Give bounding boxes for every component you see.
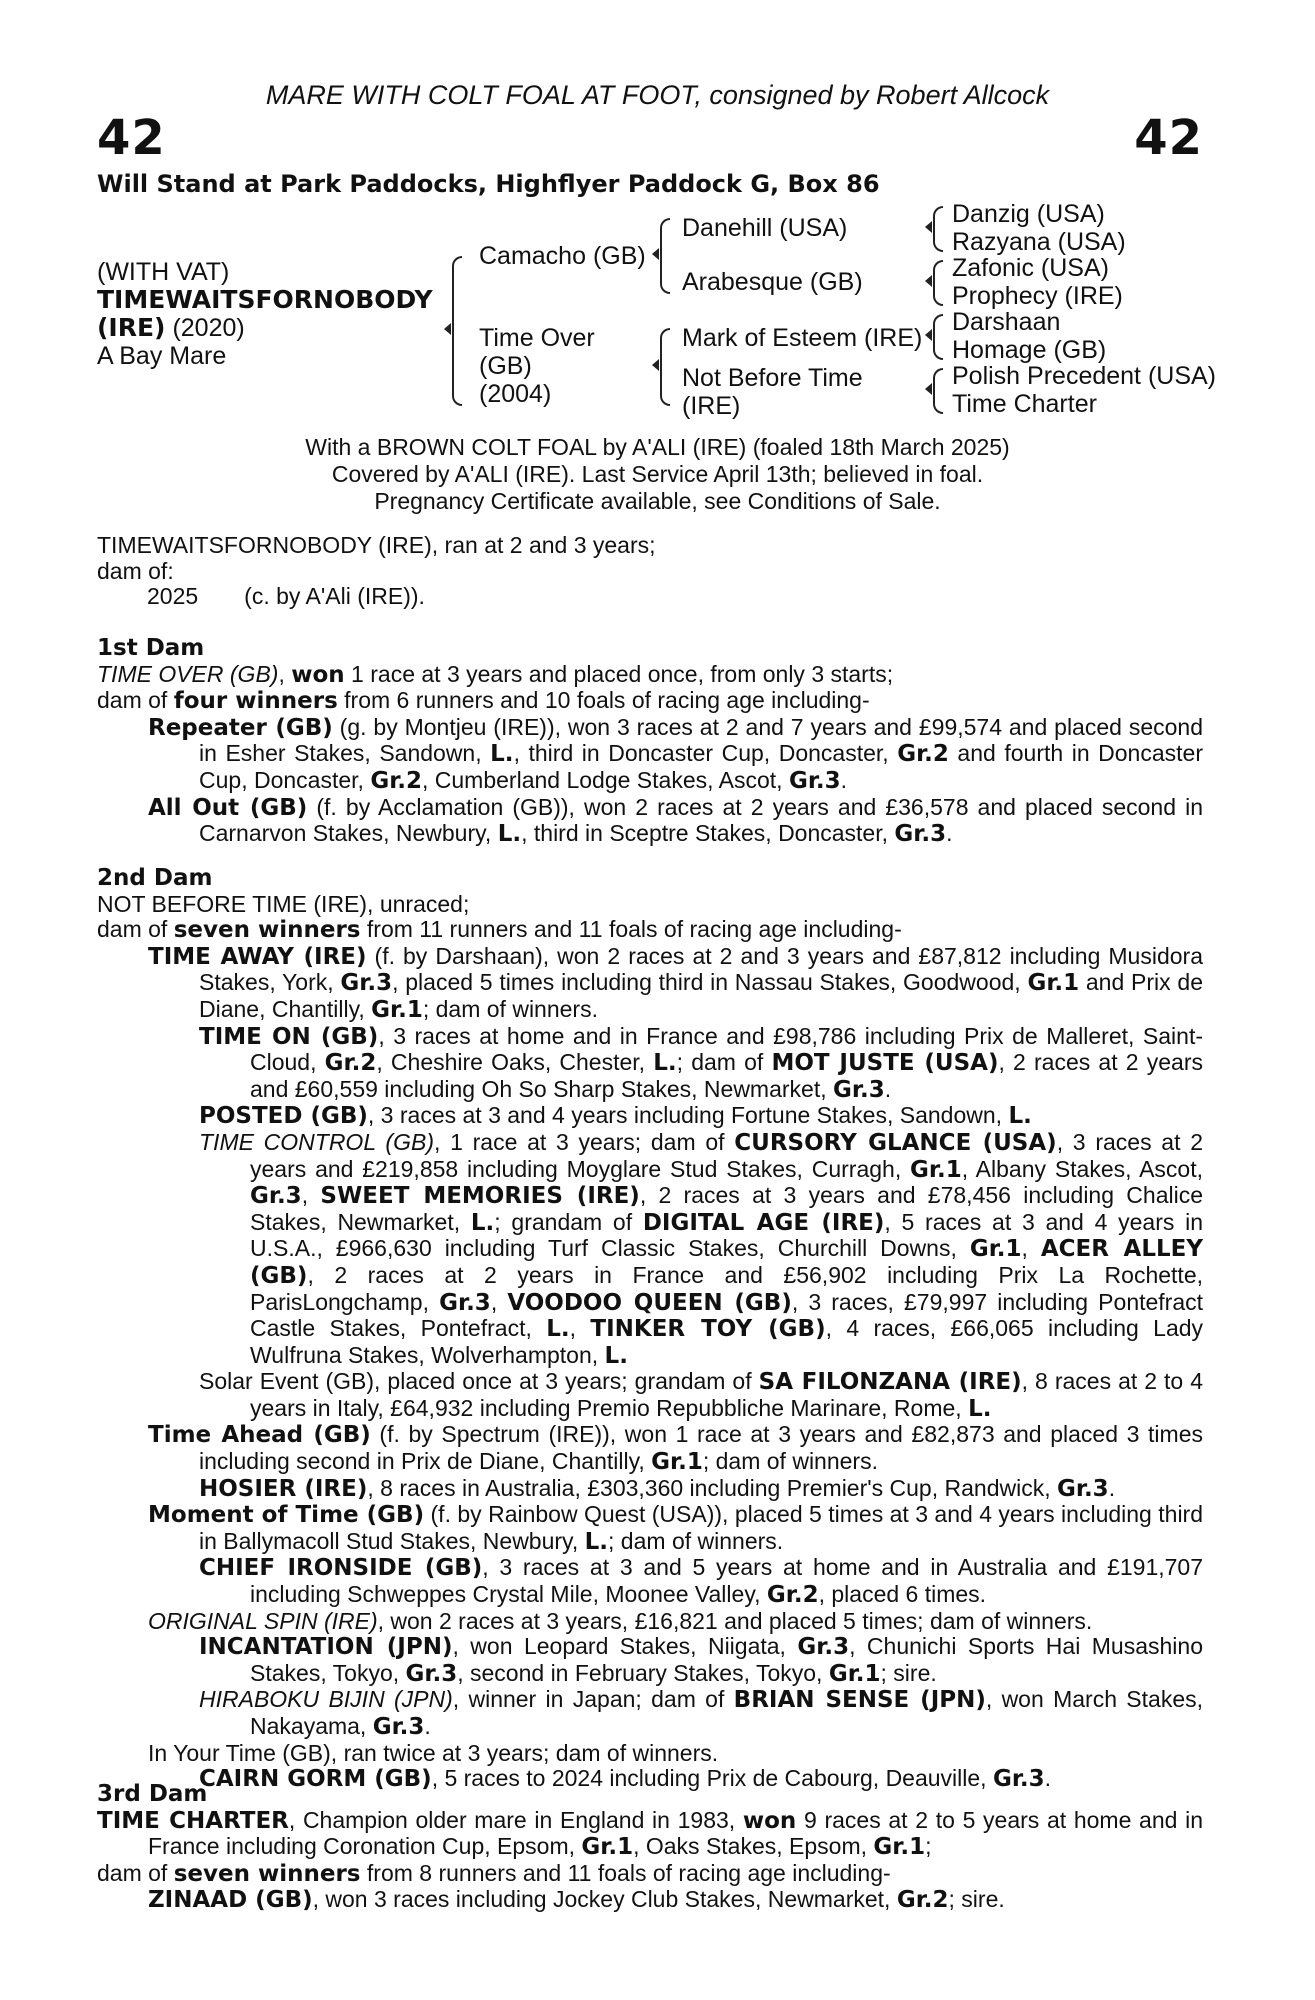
incantation-entry: INCANTATION (JPN), won Leopard Stakes, Niigata, Gr.3, Chunichi Sports Hai Musashino Stakes, Tokyo, Gr.3, second in February Stakes, Tokyo, Gr.1; sire. [199, 1633, 1203, 1687]
subject-name: TIMEWAITSFORNOBODY [97, 285, 433, 314]
stand-info: Will Stand at Park Paddocks, Highflyer Paddock G, Box 86 [97, 170, 880, 198]
foal-note-3: Pregnancy Certificate available, see Conditions of Sale. [374, 488, 941, 514]
foal-note-1: With a BROWN COLT FOAL by A'ALI (IRE) (foaled 18th March 2025) [305, 434, 1010, 460]
produce-line-1: TIMEWAITSFORNOBODY (IRE), ran at 2 and 3 years; [97, 532, 656, 558]
pedigree-brace-point [652, 248, 659, 260]
chief-ironside-entry: CHIEF IRONSIDE (GB), 3 races at 3 and 5 years at home and in Australia and £191,707 including Schweppes Crystal Mile, Moonee Valley, Gr.2, placed 6 times. [199, 1554, 1203, 1609]
time-control-entry: TIME CONTROL (GB), 1 race at 3 years; dam of CURSORY GLANCE (USA), 3 races at 2 years and £219,858 including Moyglare Stud Stakes, Curragh, Gr.1, Albany Stakes, Ascot, Gr.3, SWEET MEMORIES (IRE), 2 races at 3 years and £78,456 including Chalice Stakes, Newmarket, L.; grandam of DIGITAL AGE (IRE), 5 races at 3 and 4 years in U.S.A., £966,630 including Turf Classic Stakes, Churchill Downs, Gr.1, ACER ALLEY (GB), 2 races at 2 years in France and £56,902 including Prix La Rochette, ParisLongchamp, Gr.3, VOODOO QUEEN (GB), 3 races, £79,997 including Pontefract Castle Stakes, Pontefract, L., TINKER TOY (GB), 4 races, £66,065 including Lady Wulfruna Stakes, Wolverhampton, L. [199, 1128, 1204, 1369]
first-dam-line-2: dam of four winners from 6 runners and 10 foals of racing age including- [97, 687, 870, 715]
ggp-3: Zafonic (USA) [952, 254, 1109, 282]
pedigree-brace-point [925, 275, 932, 287]
produce-line-2: dam of: [97, 557, 174, 584]
dam-dam-block [682, 364, 863, 420]
second-dam-section [97, 866, 1203, 1793]
sire-sire: Danehill (USA) [682, 214, 848, 242]
hosier-entry: HOSIER (IRE), 8 races in Australia, £303,360 including Premier's Cup, Randwick, Gr.3. [199, 1474, 1116, 1502]
first-dam-section [97, 636, 1203, 848]
pedigree-brace [660, 328, 670, 406]
consignment-header: MARE WITH COLT FOAL AT FOOT, consigned by Robert Allcock [265, 80, 1050, 110]
pedigree-brace [933, 368, 943, 414]
dam-dam-name: Not Before Time [682, 364, 863, 392]
pedigree-brace [933, 206, 943, 252]
second-dam-line-1: NOT BEFORE TIME (IRE), unraced; [97, 890, 470, 917]
ggp-8: Time Charter [952, 390, 1097, 418]
subject-year: (2020) [172, 314, 245, 342]
sire: Camacho (GB) [479, 242, 646, 270]
zinaad-entry: ZINAAD (GB), won 3 races including Jockey Club Stakes, Newmarket, Gr.2; sire. [148, 1886, 1005, 1914]
lot-number-right: 42 [1134, 110, 1203, 166]
pedigree-brace-point [925, 221, 932, 233]
subject-block [97, 258, 433, 370]
original-spin-entry: ORIGINAL SPIN (IRE), won 2 races at 3 years, £16,821 and placed 5 times; dam of winners. [148, 1607, 1093, 1634]
foal-notes [0, 434, 1315, 515]
dam-name: Time Over [479, 324, 595, 352]
pedigree-brace [660, 218, 670, 294]
moment-of-time-entry: Moment of Time (GB) (f. by Rainbow Quest (USA)), placed 5 times at 3 and 4 years including third in Ballymacoll Stud Stakes, Newbury, L.; dam of winners. [148, 1501, 1204, 1555]
ggp-5: Darshaan [952, 308, 1061, 336]
produce-year: 2025 [147, 583, 199, 610]
dam-country: (GB) [479, 352, 532, 380]
ggp-7: Polish Precedent (USA) [952, 362, 1217, 390]
dam-dam-country: (IRE) [682, 392, 741, 420]
third-dam-line-1: TIME CHARTER, Champion older mare in England in 1983, won 9 races at 2 to 5 years at home and in France including Coronation Cup, Epsom, Gr.1, Oaks Stakes, Epsom, Gr.1; [97, 1806, 1203, 1861]
third-dam-section [97, 1782, 1203, 1914]
subject-suffix-year [97, 314, 433, 342]
sire-dam: Arabesque (GB) [682, 268, 863, 296]
pedigree-brace [933, 260, 943, 306]
time-away-entry: TIME AWAY (IRE) (f. by Darshaan), won 2 races at 2 and 3 years and £87,812 including Musidora Stakes, York, Gr.3, placed 5 times including third in Nassau Stakes, Goodwood, Gr.1 and Prix de Diane, Chantilly, Gr.1; dam of winners. [148, 942, 1203, 1023]
produce-foal: (c. by A'Ali (IRE)). [244, 583, 425, 610]
subject-description: A Bay Mare [97, 342, 227, 370]
ggp-4: Prophecy (IRE) [952, 282, 1123, 310]
produce-foal-row [97, 584, 1203, 610]
posted-entry: POSTED (GB), 3 races at 3 and 4 years including Fortune Stakes, Sandown, L. [199, 1102, 1032, 1130]
first-dam-line-1: TIME OVER (GB), won 1 race at 3 years and placed once, from only 3 starts; [97, 660, 894, 688]
first-dam-runner-2: All Out (GB) (f. by Acclamation (GB)), won 2 races at 2 years and £36,578 and placed second in Carnarvon Stakes, Newbury, L., third in Sceptre Stakes, Doncaster, Gr.3. [148, 793, 1203, 848]
hiraboku-bijin-entry: HIRABOKU BIJIN (JPN), winner in Japan; dam of BRIAN SENSE (JPN), won March Stakes, Nakayama, Gr.3. [199, 1686, 1203, 1740]
cairn-gorm-entry: CAIRN GORM (GB), 5 races to 2024 including Prix de Cabourg, Deauville, Gr.3. [199, 1765, 1052, 1793]
vat-note: (WITH VAT) [97, 258, 230, 286]
pedigree-brace-point [925, 329, 932, 341]
foal-note-2: Covered by A'ALI (IRE). Last Service April 13th; believed in foal. [331, 461, 984, 487]
time-ahead-entry: Time Ahead (GB) (f. by Spectrum (IRE)), won 1 race at 3 years and £82,873 and placed 3 times including second in Prix de Diane, Chantilly, Gr.1; dam of winners. [148, 1421, 1203, 1476]
solar-event-entry: Solar Event (GB), placed once at 3 years; grandam of SA FILONZANA (IRE), 8 races at 2 to 4 years in Italy, £64,932 including Premio Repubbliche Marinare, Rome, L. [199, 1368, 1203, 1422]
ggp-6: Homage (GB) [952, 336, 1107, 364]
third-dam-line-2: dam of seven winners from 8 runners and 11 foals of racing age including- [97, 1859, 891, 1887]
pedigree-brace-point [444, 323, 451, 335]
produce-section [97, 533, 1203, 610]
in-your-time-entry: In Your Time (GB), ran twice at 3 years; dam of winners. [148, 1739, 719, 1766]
dam-sire: Mark of Esteem (IRE) [682, 324, 923, 352]
pedigree-brace [933, 314, 943, 360]
ggp-1: Danzig (USA) [952, 200, 1105, 228]
ggp-2: Razyana (USA) [952, 228, 1126, 256]
third-dam-heading: 3rd Dam [97, 1781, 208, 1807]
first-dam-heading: 1st Dam [97, 635, 205, 661]
second-dam-heading: 2nd Dam [97, 865, 213, 891]
second-dam-line-2: dam of seven winners from 11 runners and 11 foals of racing age including- [97, 916, 902, 944]
pedigree-brace-point [925, 383, 932, 395]
pedigree-brace-point [652, 359, 659, 371]
time-on-entry: TIME ON (GB), 3 races at home and in France and £98,786 including Prix de Malleret, Saint-Cloud, Gr.2, Cheshire Oaks, Chester, L.; dam of MOT JUSTE (USA), 2 races at 2 years and £60,559 including Oh So Sharp Stakes, Newmarket, Gr.3. [199, 1022, 1203, 1103]
first-dam-runner-1: Repeater (GB) (g. by Montjeu (IRE)), won 3 races at 2 and 7 years and £99,574 and placed second in Esher Stakes, Sandown, L., third in Doncaster Cup, Doncaster, Gr.2 and fourth in Doncaster Cup, Doncaster, Gr.2, Cumberland Lodge Stakes, Ascot, Gr.3. [148, 713, 1203, 794]
pedigree-brace [452, 256, 462, 406]
subject-suffix: (IRE) [97, 313, 166, 342]
lot-number-left: 42 [97, 110, 166, 166]
dam-year: (2004) [479, 380, 552, 408]
dam-block [479, 324, 595, 408]
